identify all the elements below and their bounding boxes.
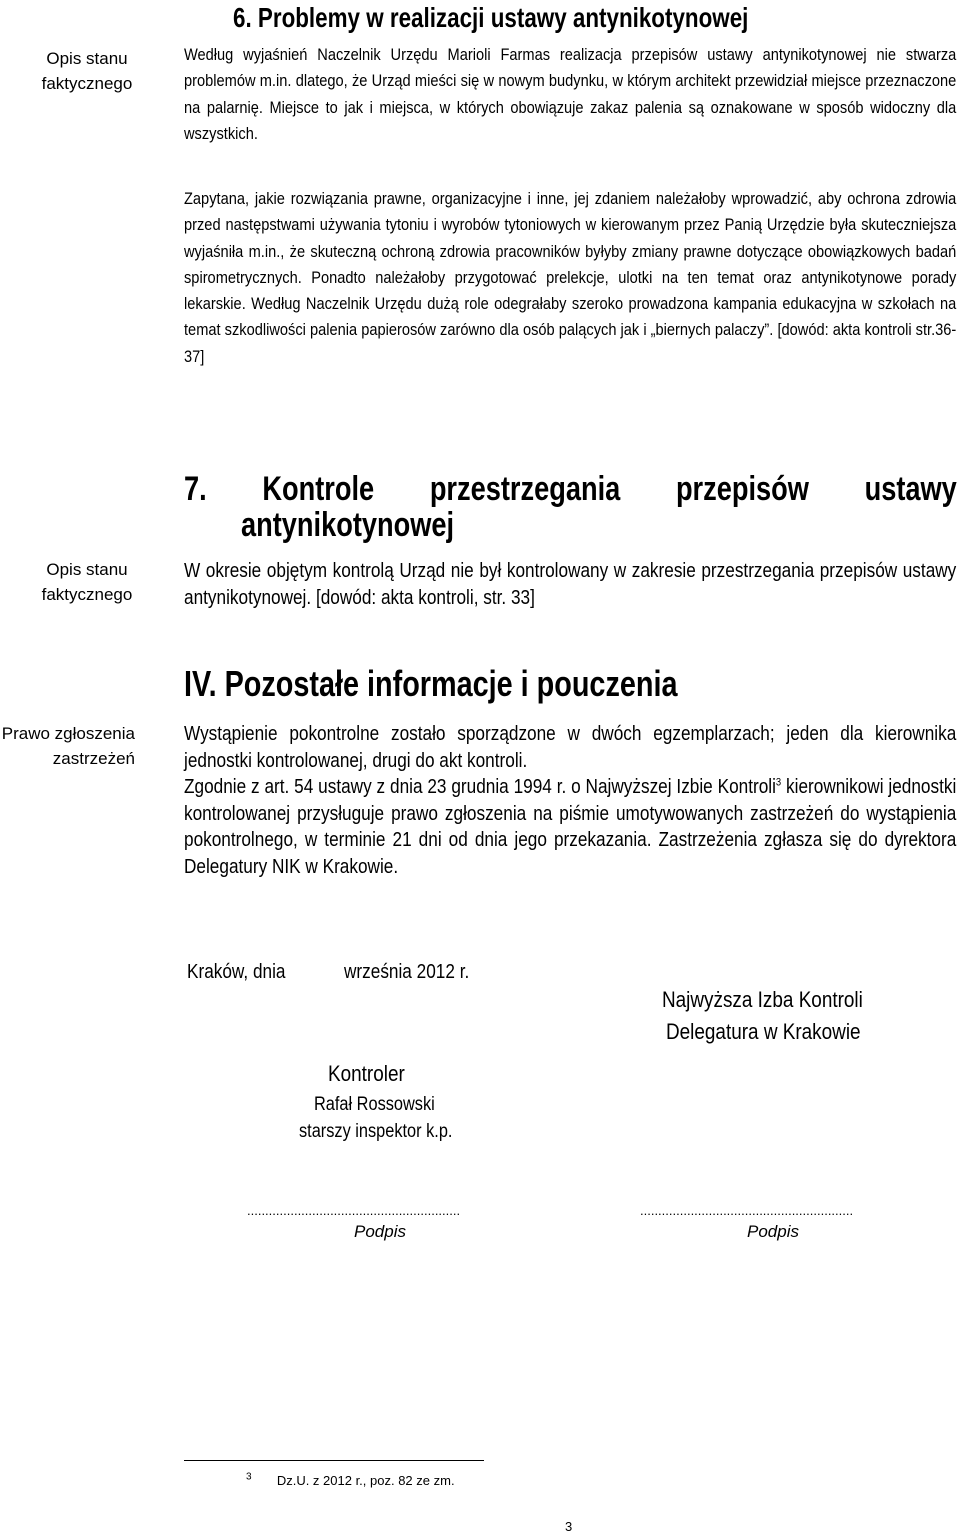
institution-branch: Delegatura w Krakowie <box>666 1019 861 1044</box>
footnote-separator <box>184 1460 484 1461</box>
section-7-heading-word: ustawy <box>864 470 957 508</box>
signatory-name: Rafał Rossowski <box>314 1094 435 1115</box>
section-iv-paragraph-2 <box>184 774 957 880</box>
section-iv-paragraph-1-text: Wystąpienie pokontrolne zostało sporządzone w dwóch egzemplarzach; jeden dla kierownika jednostki kontrolowanej, drugi do akt kontroli. <box>184 723 957 772</box>
section-7-heading-word: przestrzegania <box>429 470 621 508</box>
footnote-marker: 3 <box>246 1471 252 1483</box>
section-6-paragraph-2 <box>184 186 957 370</box>
signature-line-right: ........................................................... <box>640 1203 854 1218</box>
section-7-heading <box>184 470 957 544</box>
place-date-month: września 2012 r. <box>344 961 470 983</box>
signatory-role: Kontroler <box>328 1061 405 1086</box>
footnote <box>246 1473 455 1488</box>
section-7-paragraph-text: W okresie objętym kontrolą Urząd nie był kontrolowany w zakresie przestrzegania przepisów ustawy antynikotynowej. [dowód: akta kontroli, str. 33] <box>184 560 957 609</box>
signature-caption-right: Podpis <box>747 1222 799 1241</box>
section-7-heading-line2: antynikotynowej <box>241 506 455 544</box>
signatory-title: starszy inspektor k.p. <box>299 1121 453 1142</box>
section-6-heading: 6. Problemy w realizacji ustawy antynikotynowej <box>233 2 749 33</box>
section-7-paragraph <box>184 558 957 611</box>
signature-line-left: ........................................................... <box>247 1203 461 1218</box>
section-7-heading-word: Kontrole <box>262 470 375 508</box>
section-7-heading-word: przepisów <box>675 470 809 508</box>
footnote-text: Dz.U. z 2012 r., poz. 82 ze zm. <box>276 1473 455 1488</box>
section-iv-paragraph-2-text-b: kierownikowi jednostki kontrolowanej przysługuje prawo zgłoszenia na piśmie umotywowanych zastrzeżeń do wystąpienia pokontrolnego, w terminie 21 dni od dnia jego przekazania. Zastrzeżenia zgłasza się do dyrektora Delegatury NIK w Krakowie. <box>184 776 957 878</box>
section-7-heading-word: 7. <box>184 470 207 508</box>
section-iv-paragraph-2-text-a: Zgodnie z art. 54 ustawy z dnia 23 grudnia 1994 r. o Najwyższej Izbie Kontroli <box>184 776 776 798</box>
section-6-paragraph-1 <box>184 42 957 147</box>
margin-label-opis-1: Opis stanu faktycznego <box>41 49 133 93</box>
section-6-paragraph-2-text: Zapytana, jakie rozwiązania prawne, organizacyjne i inne, jej zdaniem należałoby wprowadzić, aby ochrona zdrowia przed następstwami używania tytoniu i wyrobów tytoniowych w kierowanym przez Panią Urzędzie była skuteczniejsza wyjaśniła m.in., że skuteczną ochroną zdrowia pracowników byłyby zmiany prawne dotyczące obowiązkowych badań spirometrycznych. Ponadto należałoby przygotować prelekcje, ulotki na ten temat oraz antynikotynowe porady lekarskie. Według Naczelnik Urzędu dużą role odegrałaby szeroko prowadzona kampania edukacyjna w szkołach na temat szkodliwości palenia papierosów zarówno dla osób palących jak i „biernych palaczy”. [dowód: akta kontroli str.36-37] <box>184 189 957 366</box>
margin-label-opis-2: Opis stanu faktycznego <box>41 560 133 604</box>
signature-caption-left: Podpis <box>354 1222 406 1241</box>
institution-name: Najwyższa Izba Kontroli <box>662 987 863 1012</box>
place-date-city: Kraków, dnia <box>187 961 286 983</box>
margin-label-prawo: Prawo zgłoszenia zastrzeżeń <box>1 724 135 768</box>
footnote-ref: 3 <box>775 776 782 789</box>
section-iv-heading: IV. Pozostałe informacje i pouczenia <box>184 663 678 704</box>
page-number: 3 <box>565 1519 573 1534</box>
section-iv-paragraph-1 <box>184 721 957 774</box>
section-6-paragraph-1-text: Według wyjaśnień Naczelnik Urzędu Marioli Farmas realizacja przepisów ustawy antynikotynowej nie stwarza problemów m.in. dlatego, że Urząd mieści się w nowym budynku, w którym architekt przewidział miejsce przeznaczone na palarnię. Miejsce to jak i miejsca, w których obowiązuje zakaz palenia są oznakowane w sposób widoczny dla wszystkich. <box>184 45 957 143</box>
